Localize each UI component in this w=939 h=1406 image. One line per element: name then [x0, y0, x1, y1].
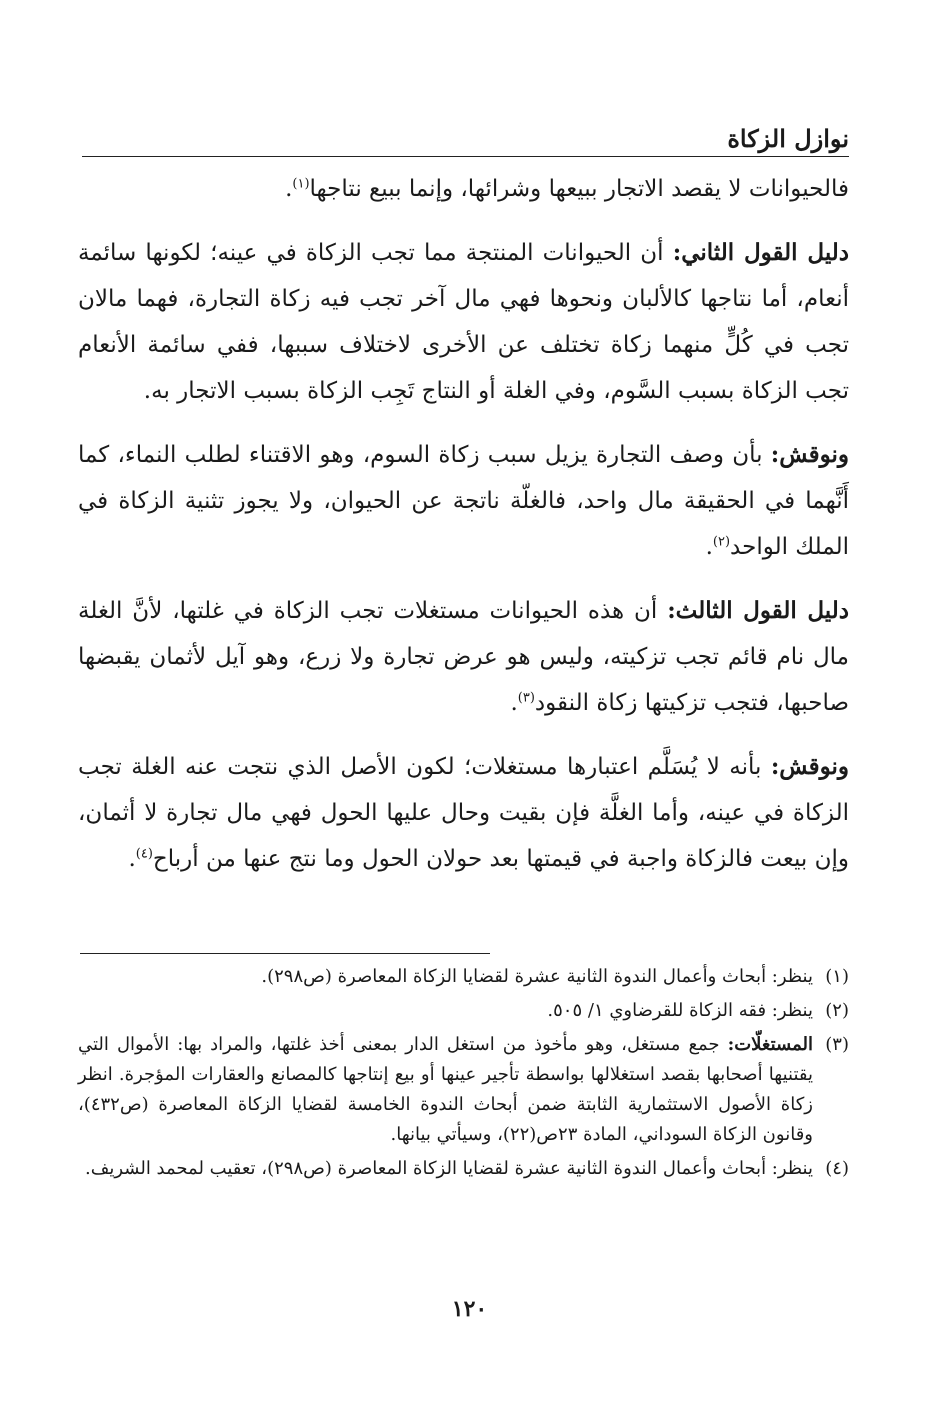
- paragraph-3-end: .: [705, 534, 713, 560]
- footnote-body: جمع مستغل، وهو مأخوذ من استغل الدار بمعنى أخذ غلتها، والمراد بها: الأموال التي يقتنيها أصحابها بقصد استغلالها بواسطة تأجير عينها أو بيع إنتاجها كالمصانع والعقارات المؤجرة. انظر زكاة الأصول الاستثمارية الثابتة ضمن أبحاث الندوة الخامسة لقضايا الزكاة المعاصرة (ص٤٣٢)، وقانون الزكاة السوداني، المادة ٢٣ص(٢٢)، وسيأتي بيانها.: [78, 1034, 813, 1145]
- footnote-text: [78, 1030, 813, 1150]
- paragraph-5-lead: ونوقش:: [770, 753, 850, 780]
- header-rule: [82, 156, 849, 157]
- footnote-body: ينظر: فقه الزكاة للقرضاوي ١/ ٥٠٥.: [547, 1000, 813, 1021]
- footnote-ref-2: (٢): [712, 534, 731, 550]
- paragraph-1: [78, 166, 849, 212]
- footnote-3: [78, 1030, 849, 1150]
- running-header: [82, 118, 849, 158]
- footnote-ref-3: (٣): [517, 690, 535, 706]
- footnote-body: ينظر: أبحاث وأعمال الندوة الثانية عشرة لقضايا الزكاة المعاصرة (ص٢٩٨).: [261, 966, 813, 987]
- footnote-text: [78, 996, 813, 1026]
- footnote-number: (١): [825, 966, 849, 987]
- main-text: [78, 166, 849, 900]
- paragraph-2: [78, 230, 849, 414]
- paragraph-4-text: أن هذه الحيوانات مستغلات تجب الزكاة في غلتها، لأنَّ الغلة مال نام قائم تجب تزكيته، وليس هو عرض تجارة ولا زرع، وهو آيل لأثمان يقبضها صاحبها، فتجب تزكيتها زكاة النقود: [78, 598, 849, 716]
- footnotes: [78, 962, 849, 1188]
- paragraph-4-end: .: [510, 690, 518, 716]
- paragraph-1-end: .: [285, 176, 293, 202]
- paragraph-5-end: .: [128, 846, 136, 872]
- footnote-ref-4: (٤): [135, 846, 153, 862]
- paragraph-4: [78, 588, 849, 726]
- paragraph-4-lead: دليل القول الثالث:: [667, 597, 849, 624]
- footnote-ref-1: (١): [292, 176, 310, 192]
- paragraph-1-text: فالحيوانات لا يقصد الاتجار ببيعها وشرائها، وإنما ببيع نتاجها: [309, 176, 849, 202]
- footnote-lead-term: المستغلّات:: [727, 1034, 813, 1055]
- footnote-number: (٤): [825, 1158, 849, 1179]
- paragraph-3-text: بأن وصف التجارة يزيل سبب زكاة السوم، وهو الاقتناء لطلب النماء، كما أَنَّهما في الحقيقة مال واحد، فالغلّة ناتجة عن الحيوان، ولا يجوز تثنية الزكاة في الملك الواحد: [78, 442, 849, 560]
- paragraph-3: [78, 432, 849, 570]
- footnote-number: (٣): [825, 1034, 849, 1055]
- footnote-4: [78, 1154, 849, 1184]
- paragraph-5: [78, 744, 849, 882]
- footnote-text: [78, 962, 813, 992]
- footnote-2: [78, 996, 849, 1026]
- footnote-body: ينظر: أبحاث وأعمال الندوة الثانية عشرة لقضايا الزكاة المعاصرة (ص٢٩٨)، تعقيب لمحمد الشريف.: [85, 1158, 813, 1179]
- paragraph-5-text: بأنه لا يُسَلَّم اعتبارها مستغلات؛ لكون الأصل الذي نتجت عنه الغلة تجب الزكاة في عينه، وأما الغلَّة فإن بقيت وحال عليها الحول فهي مال تجارة لا أثمان، وإن بيعت فالزكاة واجبة في قيمتها بعد حولان الحول وما نتج عنها من أرباح: [78, 754, 849, 872]
- paragraph-2-lead: دليل القول الثاني:: [672, 239, 850, 266]
- footnote-text: [78, 1154, 813, 1184]
- footnote-1: [78, 962, 849, 992]
- footnote-number: (٢): [825, 1000, 849, 1021]
- running-title: نوازل الزكاة: [727, 124, 849, 153]
- paragraph-3-lead: ونوقش:: [770, 441, 849, 468]
- footnote-rule: [80, 953, 490, 954]
- page-number: ١٢٠: [451, 1296, 488, 1322]
- paragraph-2-text: أن الحيوانات المنتجة مما تجب الزكاة في عينه؛ لكونها سائمة أنعام، أما نتاجها كالألبان ونحوها فهي مال آخر تجب فيه زكاة التجارة، فهما مالان تجب في كُلٍّ منهما زكاة تختلف عن الأخرى لاختلاف سببها، ففي سائمة الأنعام تجب الزكاة بسبب السَّوم، وفي الغلة أو النتاج تَجِب الزكاة بسبب الاتجار به.: [78, 240, 849, 404]
